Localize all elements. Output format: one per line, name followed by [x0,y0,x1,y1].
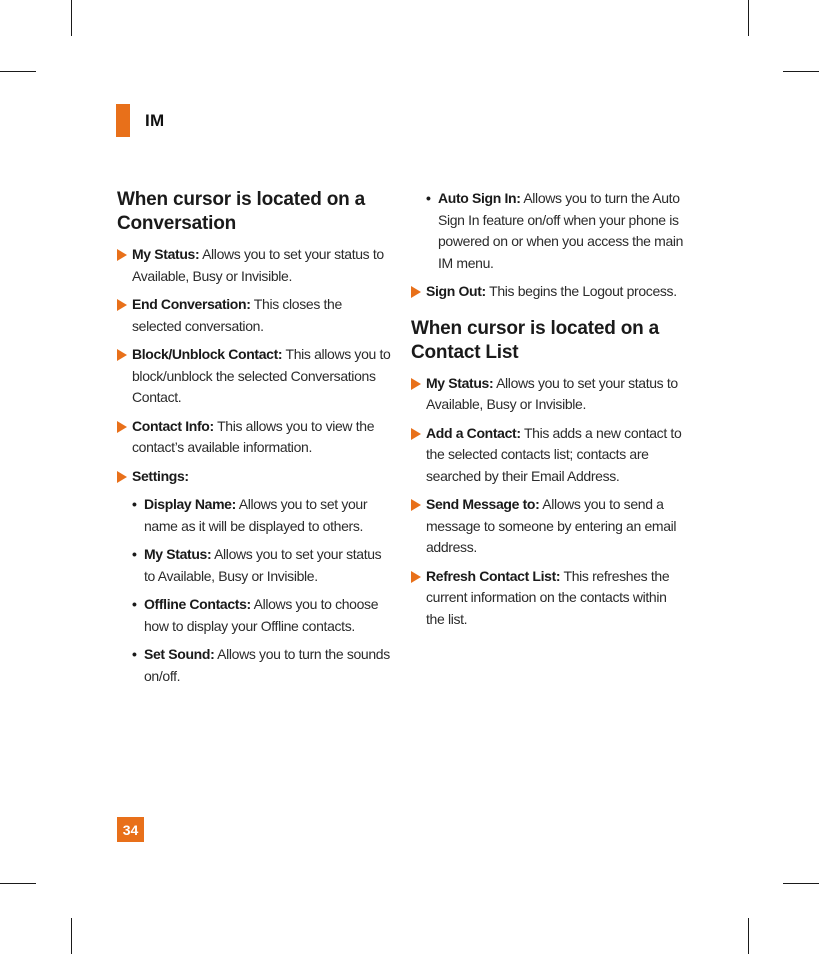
item-term: Block/Unblock Contact: [132,346,283,362]
item-desc: Allows you to turn the Auto Sign In feature on/off when your phone is powered on or when you access the main IM menu. [438,190,684,271]
crop-mark [71,918,72,954]
item-term: Set Sound: [144,646,215,662]
list-item [117,416,392,459]
item-term: Auto Sign In: [438,190,521,206]
crop-mark [783,71,819,72]
arrow-icon [411,378,421,390]
item-term: My Status: [144,546,212,562]
list-item [117,244,392,287]
bullet-icon: • [426,190,431,206]
arrow-icon [117,249,127,261]
item-term: Settings: [132,467,189,484]
arrow-icon [411,428,421,440]
crop-mark [748,918,749,954]
item-desc: This refreshes the current information on the contacts within the list. [426,567,670,627]
item-term: Add a Contact: [426,424,521,441]
list-item [411,281,686,303]
bullet-icon: • [132,546,137,562]
arrow-icon [411,286,421,298]
page-number: 34 [117,817,144,842]
item-desc: Allows you to set your name as it will be displayed to others. [144,496,368,534]
crop-mark [71,0,72,36]
item-desc: This adds a new contact to the selected contacts list; contacts are searched by their Email Address. [426,424,682,484]
item-desc: This closes the selected conversation. [132,296,342,334]
list-item [411,566,686,631]
item-term: Display Name: [144,496,236,512]
section-header [116,104,164,137]
list-item [117,466,392,488]
list-item [411,494,686,559]
item-term: End Conversation: [132,296,251,312]
item-desc: This begins the Logout process. [485,283,677,299]
item-term: Contact Info: [132,417,214,434]
bullet-icon: • [132,496,137,512]
item-desc: Allows you to set your status to Available, Busy or Invisible. [132,246,384,284]
item-term: My Status: [132,246,200,262]
conversation-heading: When cursor is located on a Conversation [117,189,365,234]
item-desc: Allows you to send a message to someone by entering an email address. [426,496,677,555]
item-desc: Allows you to set your status to Available, Busy or Invisible. [426,374,678,412]
crop-mark [748,0,749,36]
crop-mark [0,71,36,72]
arrow-icon [117,349,127,361]
section-marker [116,104,130,137]
item-desc: Allows you to turn the sounds on/off. [144,646,390,684]
arrow-icon [117,299,127,311]
item-term: Send Message to: [426,496,540,512]
arrow-icon [411,499,421,511]
bullet-icon: • [132,646,137,662]
item-desc: This allows you to block/unblock the selected Conversations Contact. [132,346,391,405]
sub-item [117,494,392,537]
bullet-icon: • [132,596,137,612]
arrow-icon [117,421,127,433]
arrow-icon [411,571,421,583]
item-term: Refresh Contact List: [426,567,561,584]
arrow-icon [117,471,127,483]
crop-mark [783,883,819,884]
right-column [411,188,686,637]
item-term: My Status: [426,374,494,391]
list-item [117,294,392,337]
sub-item [411,188,686,274]
item-desc: Allows you to choose how to display your Offline contacts. [144,596,379,634]
sub-item [117,644,392,687]
item-desc: Allows you to set your status to Available, Busy or Invisible. [144,546,382,584]
list-item [411,423,686,488]
list-item [117,344,392,409]
sub-item [117,594,392,637]
left-column [117,188,392,694]
list-item [411,373,686,416]
item-term: Offline Contacts: [144,596,251,612]
contact-list-heading: When cursor is located on a Contact List [411,317,659,363]
item-term: Sign Out: [426,283,486,299]
crop-mark [0,883,36,884]
item-desc: This allows you to view the contact’s available information. [132,417,375,455]
sub-item [117,544,392,587]
section-title: IM [145,110,165,130]
